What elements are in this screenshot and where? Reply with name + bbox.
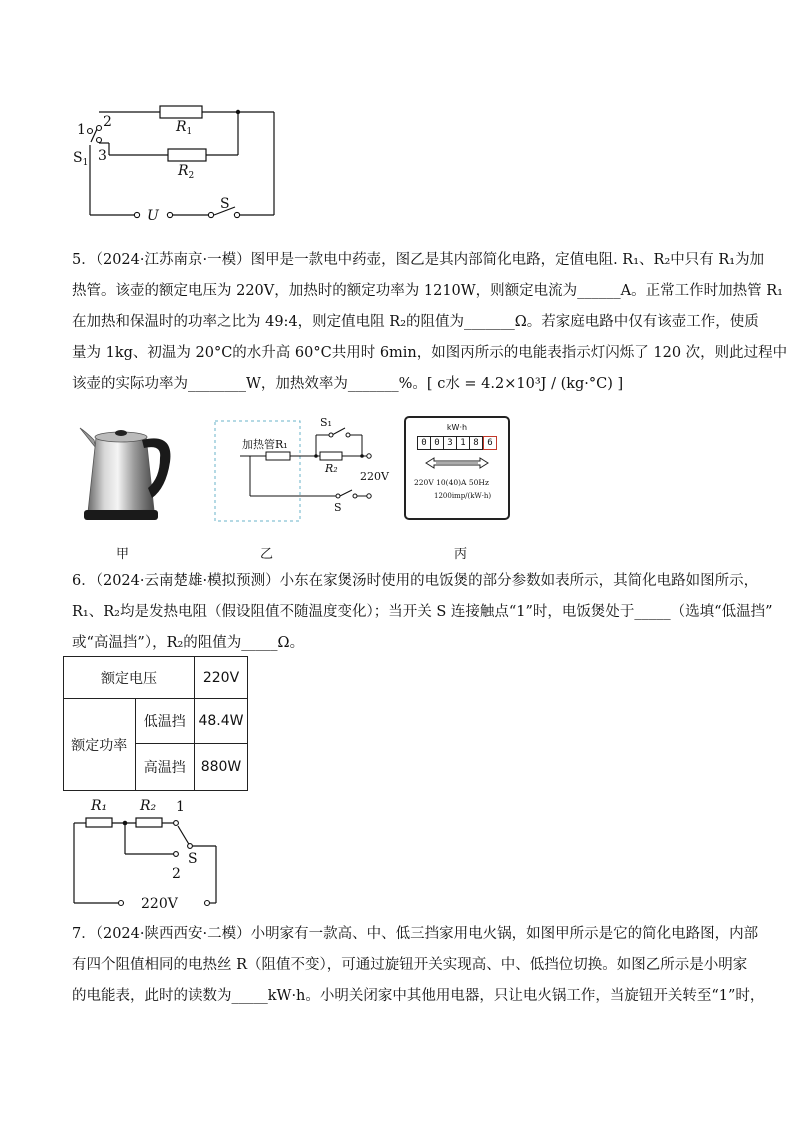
s1-label: S₁ (320, 416, 332, 429)
voltage-label: 220V (360, 470, 389, 483)
q7-line-1: 7．（2024·陕西西安·二模）小明家有一款高、中、低三挡家用电火锅，如图甲所示是它的简化电路图，内部 (72, 926, 759, 942)
parameter-table (63, 656, 248, 791)
r1-label: $R_1$ (176, 119, 193, 137)
terminal-2-label: 2 (103, 114, 112, 130)
high-gear-value: 880W (195, 744, 248, 791)
contact-1-label: 1 (176, 799, 185, 815)
low-gear-value: 48.4W (195, 699, 248, 744)
switch-s-label: S (188, 851, 198, 867)
switch-s-label: S (220, 196, 230, 212)
q7-line-3: 的电能表，此时的读数为_____kW·h。小明关闭家中其他用电器，只让电火锅工作，当旋钮开关转至“1”时， (72, 988, 765, 1004)
meter-digit: 0 (431, 436, 444, 450)
meter-constant: 1200imp/(kW·h) (434, 492, 492, 500)
meter-rating: 220V 10(40)A 50Hz (414, 478, 489, 487)
rice-cooker-circuit (64, 796, 234, 914)
s-label: S (334, 501, 342, 514)
rated-voltage-label: 额定电压 (64, 657, 195, 699)
rated-power-label: 额定功率 (64, 699, 136, 791)
q5-line-1: 5．（2024·江苏南京·一模）图甲是一款电中药壶，图乙是其内部简化电路，定值电阻. R₁、R₂中只有 R₁为加 (72, 252, 765, 268)
r1-resistor (86, 818, 112, 827)
r2-resistor (168, 149, 206, 161)
voltage-label: 220V (141, 896, 178, 912)
r2-resistor (320, 452, 342, 460)
q5-line-3: 在加热和保温时的功率之比为 49:4，则定值电阻 R₂的阻值为_______Ω。若家庭电路中仅有该壶工作，使质 (72, 314, 759, 330)
low-gear-label: 低温挡 (135, 699, 194, 744)
heater-label: 加热管R₁ (242, 438, 288, 451)
question-5 (72, 245, 788, 400)
q5-line-5: 该壶的实际功率为________W，加热效率为_______%。[ c水 = 4.2×10³J / (kg·°C) ] (72, 376, 624, 392)
q5-line-4: 量为 1kg、初温为 20°C的水升高 60°C共用时 6min，如图丙所示的电能表指示灯闪烁了 120 次，则此过程中 (72, 345, 788, 361)
q7-line-2: 有四个阻值相同的电热丝 R（阻值不变），可通过旋钮开关实现高、中、低挡位切换。如图乙所示是小明家 (72, 957, 748, 973)
r2-label: R₂ (140, 798, 157, 814)
heater-circuit-figure (212, 410, 402, 525)
meter-digit-decimal: 6 (483, 436, 497, 450)
rated-voltage-value: 220V (195, 657, 248, 699)
q6-line-1: 6．（2024·云南楚雄·模拟预测）小东在家煲汤时使用的电饭煲的部分参数如表所示，其简化电路如图所示， (72, 573, 759, 589)
meter-digits (417, 436, 497, 450)
terminal-1-label: 1 (77, 122, 86, 138)
top-circuit-figure (60, 100, 300, 225)
r1-resistor (160, 106, 202, 118)
meter-digit: 8 (470, 436, 483, 450)
meter-unit: kW·h (446, 423, 468, 432)
terminal-3-label: 3 (98, 148, 107, 164)
q6-line-3: 或“高温挡”），R₂的阻值为_____Ω。 (72, 635, 305, 651)
contact-2-label: 2 (172, 866, 181, 882)
source-u-label: U (147, 208, 159, 224)
question-6 (72, 566, 773, 659)
question-7 (72, 919, 765, 1012)
energy-meter (404, 416, 510, 520)
heater-r1-resistor (266, 452, 290, 460)
meter-digit: 3 (444, 436, 457, 450)
kettle-image (76, 418, 176, 526)
r1-label: R₁ (91, 798, 108, 814)
caption-bing: 丙 (454, 547, 468, 562)
meter-digit: 1 (457, 436, 470, 450)
high-gear-label: 高温挡 (135, 744, 194, 791)
meter-arrow-icon (424, 456, 490, 470)
caption-jia: 甲 (116, 547, 130, 562)
r2-label: R₂ (325, 462, 338, 475)
r2-label: $R_2$ (178, 163, 195, 181)
meter-digit: 0 (417, 436, 431, 450)
q5-line-2: 热管。该壶的额定电压为 220V，加热时的额定功率为 1210W，则额定电流为______A。正常工作时加热管 R₁ (72, 283, 783, 299)
q6-line-2: R₁、R₂均是发热电阻（假设阻值不随温度变化）；当开关 S 连接触点“1”时，电饭煲处于_____（选填“低温挡” (72, 604, 773, 620)
r2-resistor (136, 818, 162, 827)
caption-yi: 乙 (260, 547, 274, 562)
switch-s1-label: $S_1$ (73, 150, 89, 168)
